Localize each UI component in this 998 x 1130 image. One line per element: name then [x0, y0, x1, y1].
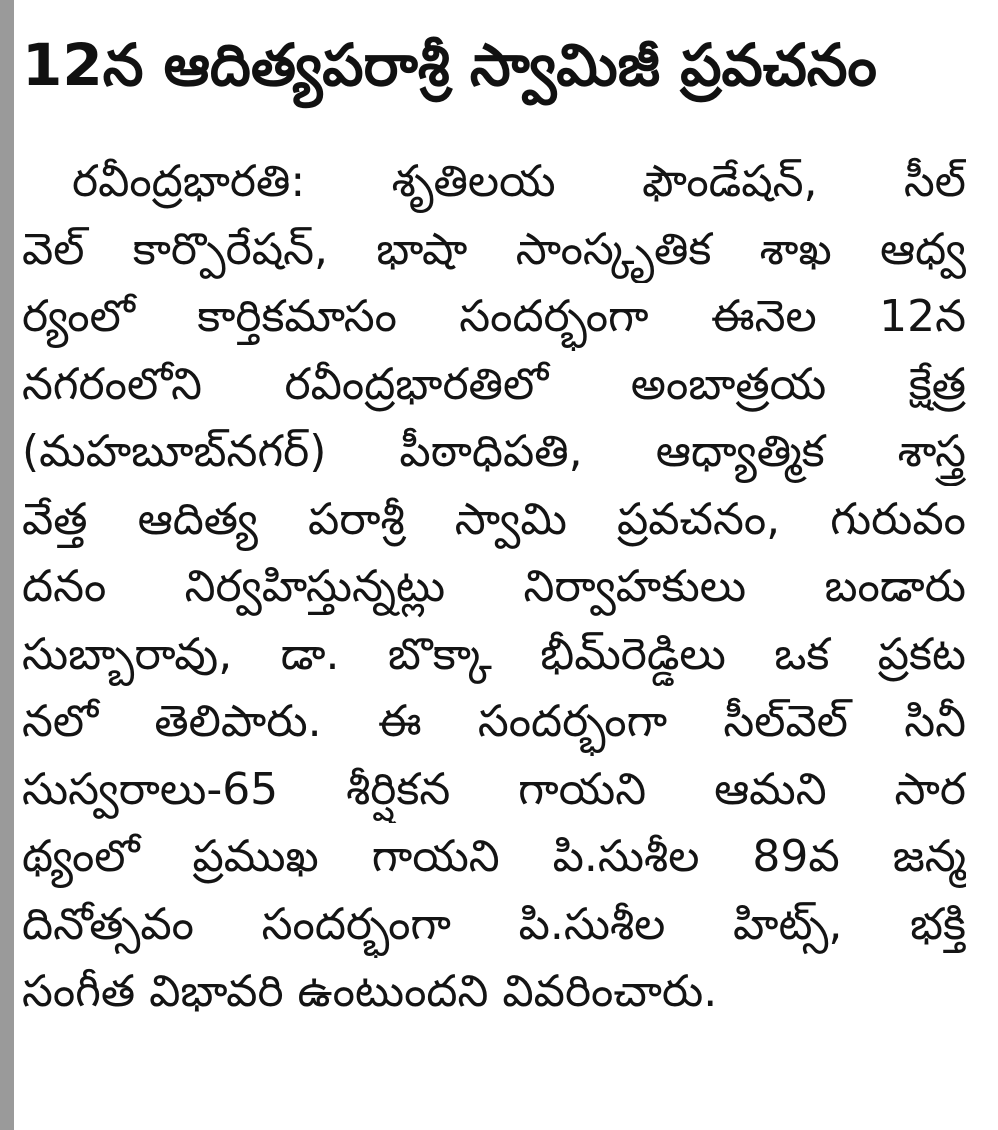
article-line: సుబ్బారావు, డా. బొక్కా భీమ్‌రెడ్డిలు ఒక ప్రకట — [22, 628, 966, 680]
article-line: వేత్త ఆదిత్య పరాశ్రీ స్వామి ప్రవచనం, గురువం — [22, 493, 966, 545]
article-line: ర్యంలో కార్తికమాసం సందర్భంగా ఈనెల 12న — [22, 291, 966, 342]
article-line: దనం నిర్వహిస్తున్నట్లు నిర్వాహకులు బండారు — [22, 561, 966, 612]
article-line: నగరంలోని రవీంద్రభారతిలో అంబాత్రయ క్షేత్ర — [22, 358, 966, 410]
article-line: దినోత్సవం సందర్భంగా పి.సుశీల హిట్స్, భక్తి — [22, 898, 966, 950]
article-line: నలో తెలిపారు. ఈ సందర్భంగా సీల్‌వెల్ సినీ — [22, 696, 966, 747]
left-margin-bar — [0, 0, 14, 1130]
article-headline: 12న ఆదిత్యపరాశ్రీ స్వామిజీ ప్రవచనం — [22, 31, 877, 99]
article-line: థ్యంలో ప్రముఖ గాయని పి.సుశీల 89వ జన్మ — [22, 831, 966, 882]
article-line: వెల్ కార్పొరేషన్, భాషా సాంస్కృతిక శాఖ ఆధ్వ — [22, 223, 966, 275]
article-line: రవీంద్రభారతి: శృతిలయ ఫౌండేషన్, సీల్ — [72, 156, 966, 207]
article-line: సంగీత విభావరి ఉంటుందని వివరించారు. — [22, 966, 718, 1017]
article-body — [22, 148, 966, 1026]
article-line: సుస్వరాలు-65 శీర్షికన గాయని ఆమని సార — [22, 763, 966, 815]
article-line: (మహబూబ్‌నగర్) పీఠాధిపతి, ఆధ్యాత్మిక శాస్త్ర — [22, 426, 966, 477]
